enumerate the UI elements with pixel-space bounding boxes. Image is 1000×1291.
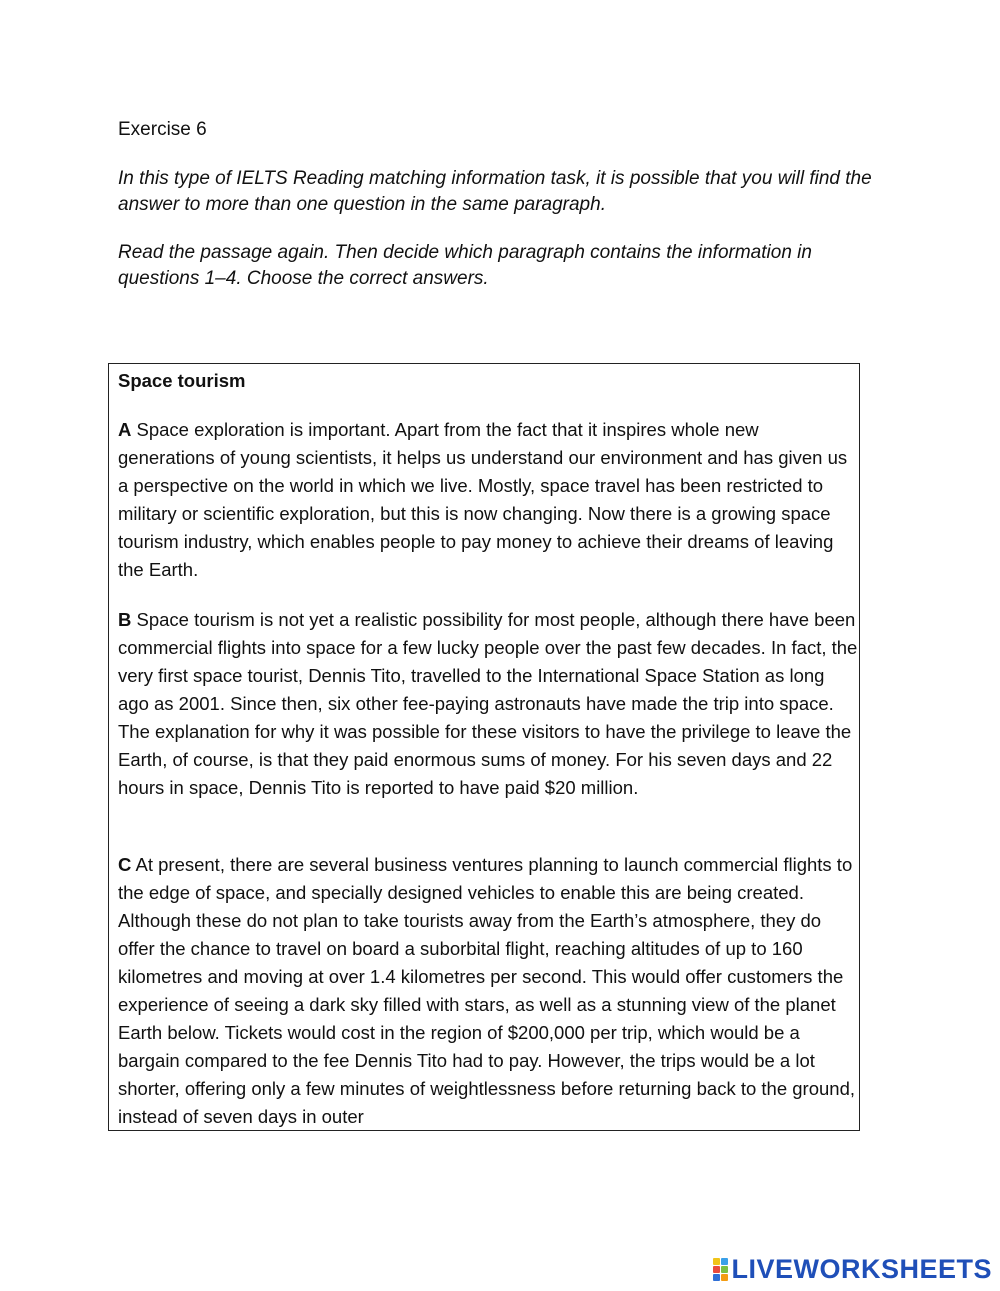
logo-blocks-icon <box>713 1258 728 1281</box>
paragraph-c <box>118 851 858 1131</box>
passage-box[interactable] <box>108 363 860 1131</box>
paragraph-letter: C <box>118 854 132 875</box>
paragraph-letter: B <box>118 609 132 630</box>
paragraph-letter: A <box>118 419 132 440</box>
paragraph-text: Space exploration is important. Apart from the fact that it inspires whole new generations of young scientists, it helps us understand our environment and has given us a perspective on the world in which we live. Mostly, space travel has been restricted to military or scientific exploration, but this is now changing. Now there is a growing space tourism industry, which enables people to pay money to achieve their dreams of leaving the Earth. <box>118 419 848 580</box>
logo-text: LIVEWORKSHEETS <box>731 1254 992 1284</box>
passage-title: Space tourism <box>118 370 246 391</box>
paragraph-b <box>118 606 858 802</box>
liveworksheets-logo <box>713 1254 992 1284</box>
paragraph-text: At present, there are several business ventures planning to launch commercial flights to the edge of space, and specially designed vehicles to enable this are being created. Although these do not plan to take tourists away from the Earth’s atmosphere, they do offer the chance to travel on board a suborbital flight, reaching altitudes of up to 160 kilometres and moving at over 1.4 kilometres per second. This would offer customers the experience of seeing a dark sky filled with stars, as well as a stunning view of the planet Earth below. Tickets would cost in the region of $200,000 per trip, which would be a bargain compared to the fee Dennis Tito had to pay. However, the trips would be a lot shorter, offering only a few minutes of weightlessness before returning back to the ground, instead of seven days in outer <box>118 854 856 1127</box>
exercise-title: Exercise 6 <box>118 119 207 140</box>
instruction-text: Read the passage again. Then decide which paragraph contains the information in questions 1–4. Choose the correct answers. <box>118 242 812 289</box>
instruction-text: In this type of IELTS Reading matching information task, it is possible that you will find the answer to more than one question in the same paragraph. <box>118 168 872 215</box>
paragraph-text: Space tourism is not yet a realistic possibility for most people, although there have been commercial flights into space for a few lucky people over the past few decades. In fact, the very first space tourist, Dennis Tito, travelled to the International Space Station as long ago as 2001. Since then, six other fee-paying astronauts have made the trip into space. The explanation for why it was possible for these visitors to have the privilege to leave the Earth, of course, is that they paid enormous sums of money. For his seven days and 22 hours in space, Dennis Tito is reported to have paid $20 million. <box>118 609 858 798</box>
paragraph-a <box>118 416 858 584</box>
